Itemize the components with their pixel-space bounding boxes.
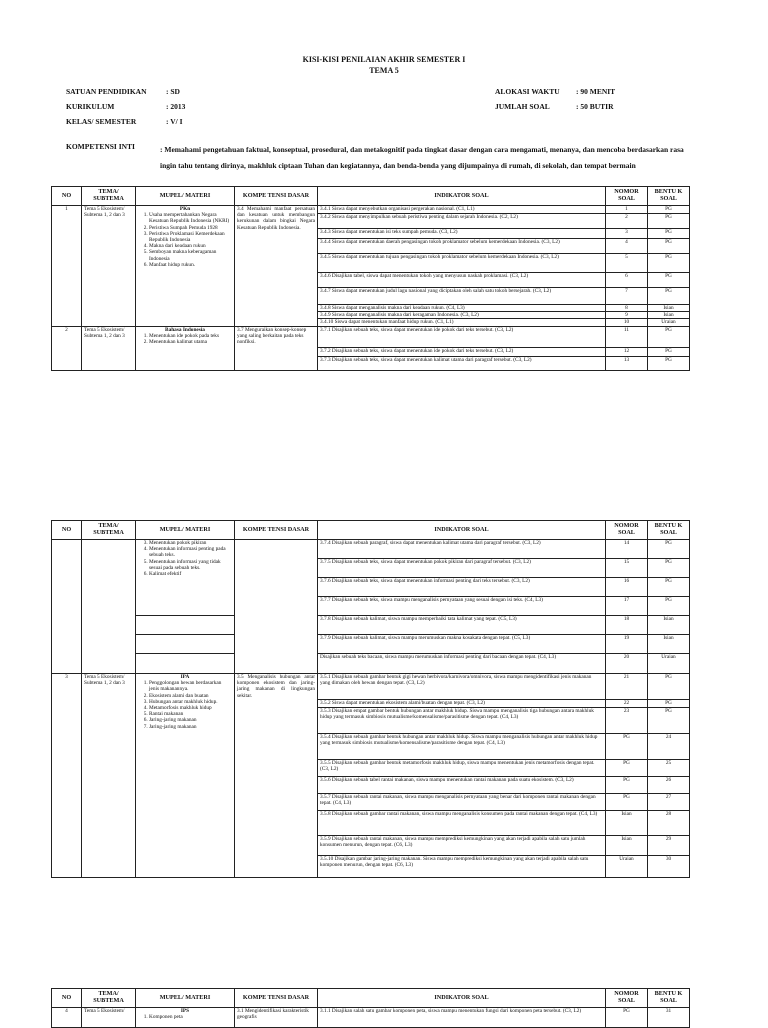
bentuk-cell: PG — [648, 288, 690, 305]
indikator-cell: 3.5.1 Disajikan sebuah gambar bentuk gigi hewan herbivora/karnivora/omnivora, siswa mampu mengidentifikasi jenis makanan yang dimakan oleh hewan dengan tepat. (C3, L2) — [318, 674, 606, 700]
bentuk-cell: Isian — [606, 836, 648, 856]
nomor-cell: 24 — [648, 734, 690, 760]
table-row — [52, 540, 690, 559]
indikator-cell: 3.5.7 Disajikan sebuah rantai makanan, siswa mampu menganalisis pernyataan yang benar dari komponen rantai makanan dengan tepat. (C4, L3) — [318, 794, 606, 811]
indikator-cell: Disajikan sebuah teks bacaan, siswa mampu merumuskan informasi penting dari bacaan dengan tepat. (C4, L3) — [318, 654, 606, 674]
indikator-cell: 3.4.5 Siswa dapat menentukan tujuan pengasingan tokoh proklamator sebelum kemerdekaan Indonesia. (C3, L2) — [318, 254, 606, 273]
col-bentuk: BENTU K SOAL — [648, 521, 690, 540]
indikator-cell: 3.5.3 Disajikan empat gambar bentuk hubungan antar makhluk hidup. Siswa mampu menganalisis tiga hubungan antara makhluk hidup yang termasuk simbiosis mutualisme/komensalisme/parasitisme dengan tepat. (C4, L3) — [318, 708, 606, 734]
row-no: 4 — [52, 1008, 82, 1028]
nomor-cell: 14 — [606, 540, 648, 559]
nomor-cell: 3 — [606, 229, 648, 239]
table-header-row — [52, 521, 690, 540]
materi-item: 2. Peristiwa Sumpah Pemuda 1928 — [149, 225, 232, 231]
mupel-cell — [136, 1008, 235, 1028]
nomor-cell: 8 — [606, 305, 648, 312]
nomor-cell: 27 — [648, 794, 690, 811]
bentuk-cell: PG — [648, 674, 690, 700]
kd-cell: 3.5 Menganalisis hubungan antar komponen ekosistem dan jaring-jaring makanan di lingkungan sekitar. — [235, 674, 318, 878]
bentuk-cell: PG — [648, 540, 690, 559]
meta-label-kurikulum: KURIKULUM — [66, 102, 115, 111]
table-row — [52, 616, 690, 635]
bentuk-cell: PG — [648, 559, 690, 578]
materi-item: 3. Menentukan pokok pikiran — [149, 540, 232, 546]
bentuk-cell: Isian — [648, 635, 690, 654]
materi-item: 5. Rantai makanan — [149, 711, 232, 717]
col-kd: KOMPE TENSI DASAR — [235, 521, 318, 540]
bentuk-cell: PG — [648, 708, 690, 734]
nomor-cell: 7 — [606, 288, 648, 305]
materi-item: 1. Menentukan ide pokok pada teks — [149, 333, 232, 339]
bentuk-cell: PG — [606, 760, 648, 777]
bentuk-cell: PG — [648, 578, 690, 597]
bentuk-cell: Isian — [648, 305, 690, 312]
nomor-cell: 17 — [606, 597, 648, 616]
indikator-cell: 3.7.7 Disajikan sebuah teks, siswa mampu menganalisis pernyataan yang sesuai dengan isi teks. (C4, L3) — [318, 597, 606, 616]
indikator-cell: 3.4.3 Siswa dapat menentukan isi teks sumpah pemuda. (C3, L2) — [318, 229, 606, 239]
col-tema: TEMA/ SUBTEMA — [82, 989, 136, 1008]
meta-value-kurikulum: : 2013 — [166, 102, 186, 111]
indikator-cell: 3.4.8 Siswa dapat menganalisis makna dari keadaan rukun. (C4, L3) — [318, 305, 606, 312]
indikator-cell: 3.4.4 Siswa dapat menentukan daerah pengasingan tokoh proklamator sebelum kemerdekaan Indonesia. (C3, L2) — [318, 239, 606, 254]
nomor-cell: 18 — [606, 616, 648, 635]
bentuk-cell: PG — [606, 1008, 648, 1028]
col-indikator: INDIKATOR SOAL — [318, 521, 606, 540]
ki-label: KOMPETENSI INTI — [66, 142, 135, 151]
indikator-cell: 3.5.8 Disajikan sebuah gambar rantai makanan, siswa mampu menganalisis konsumen pada rantai makanan dengan tepat. (C4, L3) — [318, 811, 606, 836]
col-indikator: INDIKATOR SOAL — [318, 187, 606, 206]
nomor-cell: 28 — [648, 811, 690, 836]
table-header-row — [52, 187, 690, 206]
meta-value-alokasi: : 90 MENIT — [576, 87, 616, 96]
document-title: KISI-KISI PENILAIAN AKHIR SEMESTER I — [302, 55, 466, 64]
indikator-cell: 3.4.6 Disajikan tabel, siswa dapat menentukan tokoh yang menyusun naskah proklamasi. (C3, L2) — [318, 273, 606, 288]
kd-cell: 3.1 Mengidentifikasi karakteristik geografis — [235, 1008, 318, 1028]
materi-list — [138, 540, 232, 577]
col-mupel: MUPEL/ MATERI — [136, 989, 235, 1008]
col-kd: KOMPE TENSI DASAR — [235, 187, 318, 206]
materi-list — [138, 680, 232, 730]
col-no: NO — [52, 187, 82, 206]
mupel-cell — [136, 206, 235, 327]
col-mupel: MUPEL/ MATERI — [136, 187, 235, 206]
materi-item: 2. Ekosistem alami dan buatan — [149, 693, 232, 699]
mupel-cell — [136, 635, 235, 654]
bentuk-cell: PG — [648, 326, 690, 347]
nomor-cell: 5 — [606, 254, 648, 273]
bentuk-cell: PG — [648, 273, 690, 288]
materi-list — [138, 1014, 232, 1020]
row-no: 2 — [52, 326, 82, 370]
materi-item: 4. Makna dari keadaan rukun — [149, 243, 232, 249]
indikator-cell: 3.7.5 Disajikan sebuah teks, siswa dapat menentukan pokok pikiran dari paragraf tersebut. (C3, L2) — [318, 559, 606, 578]
nomor-cell: 26 — [648, 777, 690, 794]
tema-cell: Tema 5 Ekosistem/ Subtema 1, 2 dan 3 — [82, 206, 136, 327]
row-no: 3 — [52, 674, 82, 878]
bentuk-cell: PG — [648, 347, 690, 356]
nomor-cell: 19 — [606, 635, 648, 654]
row-no — [52, 540, 82, 674]
tema-cell: Tema 5 Ekosistem/ Subtema 1, 2 dan 3 — [82, 326, 136, 370]
indikator-cell: 3.7.6 Disajikan sebuah teks, siswa dapat menentukan informasi penting dari teks tersebut. (C3, L2) — [318, 578, 606, 597]
nomor-cell: 23 — [606, 708, 648, 734]
col-no: NO — [52, 989, 82, 1008]
nomor-cell: 10 — [606, 319, 648, 326]
bentuk-cell: PG — [648, 356, 690, 370]
col-tema: TEMA/ SUBTEMA — [82, 187, 136, 206]
document-subtitle: TEMA 5 — [369, 66, 399, 75]
row-no: 1 — [52, 206, 82, 327]
indikator-cell: 3.7.1 Disajikan sebuah teks, siswa dapat menentukan ide pokok dari teks tersebut. (C3, L2) — [318, 326, 606, 347]
mupel-cell — [136, 540, 235, 616]
meta-label-kelas: KELAS/ SEMESTER — [66, 117, 137, 126]
bentuk-cell: PG — [648, 206, 690, 214]
mupel-cell — [136, 326, 235, 370]
materi-item: 4. Metamorfosis makhluk hidup — [149, 705, 232, 711]
bentuk-cell: Isian — [648, 312, 690, 319]
bentuk-cell: PG — [606, 794, 648, 811]
indikator-cell: 3.7.3 Disajikan sebuah teks, siswa dapat menentukan kalimat utama dari paragraf tersebut. (C3, L2) — [318, 356, 606, 370]
nomor-cell: 2 — [606, 214, 648, 229]
indikator-cell: 3.7.9 Disajikan sebuah kalimat, siswa mampu merumuskan makna kosakata dengan tepat. (C5, L3) — [318, 635, 606, 654]
table-row — [52, 654, 690, 674]
tema-cell: Tema 5 Ekosistem/ — [82, 1008, 136, 1028]
table-row — [52, 674, 690, 700]
bentuk-cell: PG — [648, 597, 690, 616]
materi-item: 1. Penggolongan hewan berdasarkan jenis makanannya. — [149, 680, 232, 692]
nomor-cell: 11 — [606, 326, 648, 347]
bentuk-cell: Isian — [648, 616, 690, 635]
bentuk-cell: Uraian — [606, 856, 648, 878]
indikator-cell: 3.5.5 Disajikan sebuah gambar bentuk metamorfosis makhluk hidup, siswa mampu menentukan jenis metamorfosis dengan tepat. (C3, L2) — [318, 760, 606, 777]
kd-cell: 3.4 Memahami manfaat persatuan dan kesatuan untuk membangun kerukunan dalam bingkai Negara Kesatuan Republik Indonesia. — [235, 206, 318, 327]
materi-item: 4. Menentukan informasi penting pada sebuah teks. — [149, 546, 232, 558]
kd-cell — [235, 540, 318, 674]
materi-item: 1. Usaha mempertahankan Negara Kesatuan Republik Indonesia (NKRI) — [149, 212, 232, 224]
bentuk-cell: Isian — [606, 811, 648, 836]
indikator-cell: 3.7.2 Disajikan sebuah teks, siswa dapat menentukan ide pokok dari teks tersebut. (C3, L2) — [318, 347, 606, 356]
col-nomor: NOMOR SOAL — [606, 187, 648, 206]
nomor-cell: 15 — [606, 559, 648, 578]
materi-list — [138, 212, 232, 268]
col-nomor: NOMOR SOAL — [606, 989, 648, 1008]
tema-cell — [82, 540, 136, 674]
indikator-cell: 3.7.4 Disajikan sebuah paragraf, siswa dapat menentukan kalimat utama dari paragraf tersebut. (C3, L2) — [318, 540, 606, 559]
nomor-cell: 29 — [648, 836, 690, 856]
materi-item: 7. Jaring-jaring makanan — [149, 724, 232, 730]
col-no: NO — [52, 521, 82, 540]
indikator-cell: 3.5.4 Disajikan sebuah gambar bentuk hubungan antar makhluk hidup. Siswa mampu menganalisis hubungan antar makhluk hidup yang termasuk simbiosis mutualisme/komensalisme/parasitisme dengan tepat. (C4, L3) — [318, 734, 606, 760]
mupel-cell — [136, 616, 235, 635]
indikator-cell: 3.5.6 Disajikan sebuah tabel rantai makanan, siswa mampu menentukan rantai makanan pada suatu ekosistem. (C3, L2) — [318, 777, 606, 794]
col-tema: TEMA/ SUBTEMA — [82, 521, 136, 540]
mapel-title: Bahasa Indonesia — [165, 326, 205, 333]
nomor-cell: 30 — [648, 856, 690, 878]
nomor-cell: 21 — [606, 674, 648, 700]
bentuk-cell: PG — [606, 734, 648, 760]
nomor-cell: 13 — [606, 356, 648, 370]
meta-label-alokasi: ALOKASI WAKTU — [495, 87, 560, 96]
col-mupel: MUPEL/ MATERI — [136, 521, 235, 540]
nomor-cell: 22 — [606, 700, 648, 708]
mupel-cell — [136, 654, 235, 674]
meta-value-kelas: : V/ I — [166, 117, 183, 126]
kd-cell: 3.7 Menguraikan konsep-konsep yang saling berkaitan pada teks nonfiksi. — [235, 326, 318, 370]
indikator-cell: 3.4.9 Siswa dapat menganalisis makna dari keragaman Indonesia. (C3, L2) — [318, 312, 606, 319]
mupel-cell — [136, 674, 235, 878]
materi-item: 2. Menentukan kalimat utama — [149, 339, 232, 345]
materi-item: 3. Hubungan antar makhluk hidup. — [149, 699, 232, 705]
meta-value-jumlah: : 50 BUTIR — [576, 102, 614, 111]
materi-item: 6. Kalimat efektif — [149, 571, 232, 577]
table-header-row — [52, 989, 690, 1008]
kisi-table-1 — [51, 186, 690, 371]
ki-text: : Memahami pengetahuan faktual, konseptual, prosedural, dan metakognitif pada tingkat dasar dengan cara mengamati, menanya, dan mencoba berdasarkan rasa ingin tahu tentang dirinya, makhluk ciptaan Tuhan dan kegiatannya, dan benda-benda yang dijumpainya di rumah, di sekolah, dan tempat bermain — [160, 145, 684, 170]
col-bentuk: BENTU K SOAL — [648, 187, 690, 206]
indikator-cell: 3.5.9 Disajikan sebuah rantai makanan, siswa mampu memprediksi kemungkinan yang akan terjadi apabila salah satu jumlah konsumen menurun, dengan tepat. (C6, L3) — [318, 836, 606, 856]
materi-item: 6. Manfaat hidup rukun. — [149, 262, 232, 268]
bentuk-cell: PG — [648, 214, 690, 229]
nomor-cell: 20 — [606, 654, 648, 674]
nomor-cell: 25 — [648, 760, 690, 777]
nomor-cell: 16 — [606, 578, 648, 597]
col-nomor: NOMOR SOAL — [606, 521, 648, 540]
col-indikator: INDIKATOR SOAL — [318, 989, 606, 1008]
materi-item: 3. Peristiwa Proklamasi Kemerdekaan Republik Indonesia — [149, 231, 232, 243]
kisi-table-3 — [51, 988, 690, 1028]
meta-label-satuan: SATUAN PENDIDIKAN — [66, 87, 147, 96]
nomor-cell: 9 — [606, 312, 648, 319]
table-row — [52, 635, 690, 654]
nomor-cell: 31 — [648, 1008, 690, 1028]
indikator-cell: 3.5.10 Disajikan gambar jaring-jaring makanan. Siswa mampu memprediksi kemungkinan yang akan terjadi apabila salah satu komponen menurun, dengan tepat. (C6, L3) — [318, 856, 606, 878]
bentuk-cell: PG — [648, 229, 690, 239]
nomor-cell: 4 — [606, 239, 648, 254]
meta-label-jumlah: JUMLAH SOAL — [495, 102, 550, 111]
table-row — [52, 206, 690, 214]
kisi-table-2 — [51, 520, 690, 878]
col-kd: KOMPE TENSI DASAR — [235, 989, 318, 1008]
mapel-title: IPA — [180, 674, 190, 680]
nomor-cell: 6 — [606, 273, 648, 288]
bentuk-cell: PG — [648, 700, 690, 708]
nomor-cell: 1 — [606, 206, 648, 214]
indikator-cell: 3.7.8 Disajikan sebuah kalimat, siswa mampu memperbaiki tata kalimat yang tepat. (C5, L3) — [318, 616, 606, 635]
materi-item: 6. Jaring-jaring makanan — [149, 717, 232, 723]
materi-item: 5. Semboyan makna keberagaman Indonesia — [149, 249, 232, 261]
meta-value-satuan: : SD — [166, 87, 180, 96]
tema-cell: Tema 5 Ekosistem/ Subtema 1, 2 dan 3 — [82, 674, 136, 878]
bentuk-cell: PG — [648, 239, 690, 254]
bentuk-cell: PG — [648, 254, 690, 273]
mapel-title: PKn — [179, 206, 191, 212]
materi-item: 1. Komponen peta — [149, 1014, 232, 1020]
col-bentuk: BENTU K SOAL — [648, 989, 690, 1008]
indikator-cell: 3.5.2 Siswa dapat menentukan ekosistem alami/buatan dengan tepat. (C3, L2) — [318, 700, 606, 708]
table-row — [52, 1008, 690, 1028]
indikator-cell: 3.4.2 Siswa dapat menyimpulkan sebuah peristiwa penting dalam sejarah Indonesia. (C2, L2) — [318, 214, 606, 229]
indikator-cell: 3.1.1 Disajikan salah satu gambar komponen peta, siswa mampu menentukan fungsi dari komponen peta tersebut. (C3, L2) — [318, 1008, 606, 1028]
nomor-cell: 12 — [606, 347, 648, 356]
table-row — [52, 326, 690, 347]
bentuk-cell: Uraian — [648, 654, 690, 674]
indikator-cell: 3.4.1 Siswa dapat menyebutkan organisasi pergerakan nasional. (C1, L1) — [318, 206, 606, 214]
indikator-cell: 3.4.10 Siswa dapat menentukan manfaat hidup rukun. (C1, L1) — [318, 319, 606, 326]
materi-item: 5. Menentukan informasi yang tidak sesuai pada sebuah teks. — [149, 559, 232, 571]
bentuk-cell: PG — [606, 777, 648, 794]
mapel-title: IPS — [180, 1008, 190, 1014]
materi-list — [138, 333, 232, 345]
bentuk-cell: Uraian — [648, 319, 690, 326]
indikator-cell: 3.4.7 Siswa dapat menentukan judul lagu nasional yang diciptakan oleh salah satu tokoh bersejarah. (C3, L2) — [318, 288, 606, 305]
